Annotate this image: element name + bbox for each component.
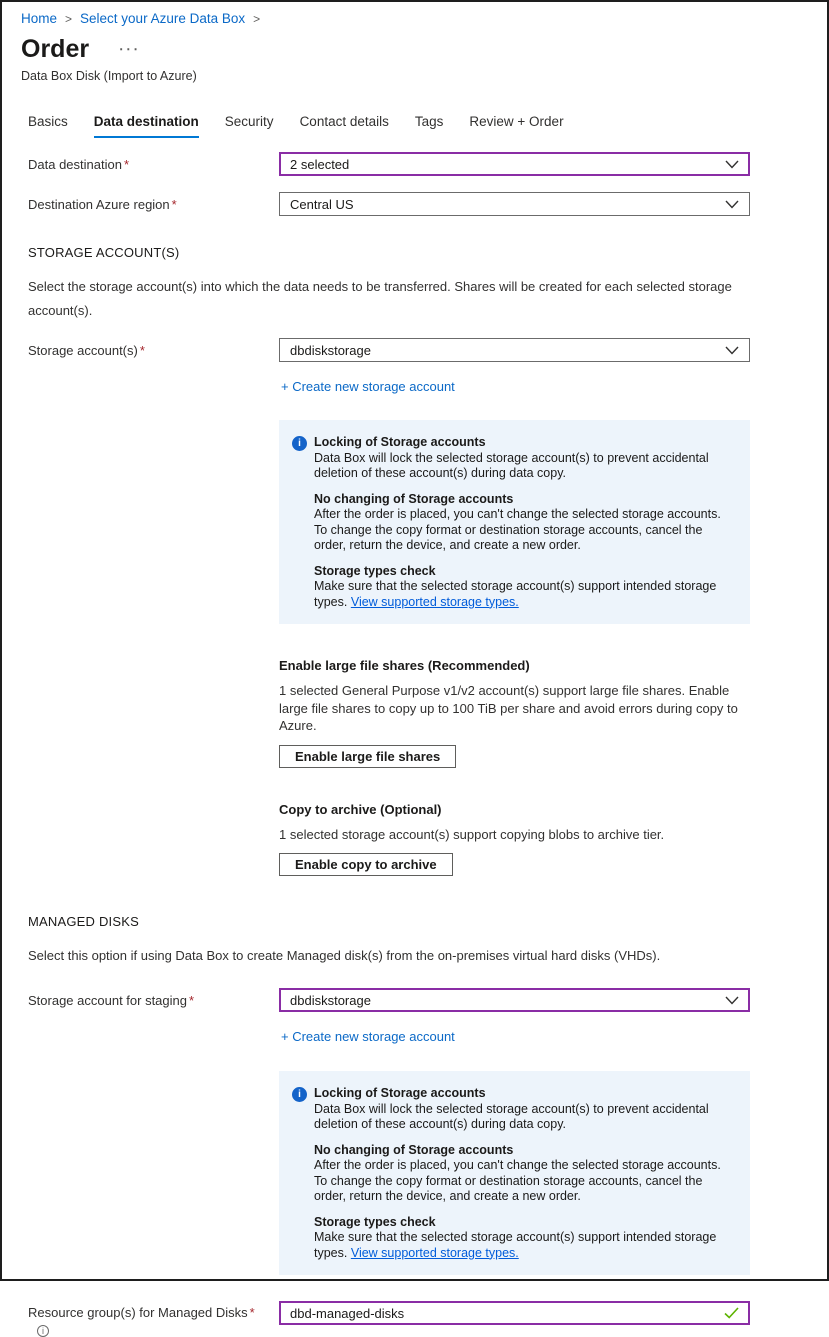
chevron-right-icon: > [253, 12, 261, 26]
storage-account-dropdown[interactable] [279, 338, 750, 362]
data-destination-value: 2 selected [290, 156, 350, 172]
view-supported-storage-types-link[interactable]: View supported storage types. [350, 594, 519, 609]
required-asterisk: * [139, 342, 145, 358]
info-item-storage-types: Storage types check Make sure that the selected storage account(s) support intended storage types. View supported storage types. [314, 1214, 717, 1260]
info-item-no-changing: No changing of Storage accounts After the order is placed, you can't change the selected storage accounts. To change the copy format or destination storage accounts, cancel the order, return the device, and create a new order. [314, 1142, 721, 1203]
region-value: Central US [290, 196, 354, 212]
required-asterisk: * [249, 1305, 255, 1320]
more-menu-icon[interactable]: ⋅ ⋅ ⋅ [119, 41, 139, 57]
copy-to-archive-description: 1 selected storage account(s) support copying blobs to archive tier. [279, 826, 665, 842]
tab-data-destination[interactable]: Data destination [94, 114, 199, 138]
section-description-storage-accounts: Select the storage account(s) into which the data needs to be transferred. Shares will be created for each selected storage account(s). [28, 279, 732, 318]
chevron-down-icon [725, 200, 739, 209]
field-row-resource-group [28, 1301, 827, 1337]
tab-tags[interactable]: Tags [415, 114, 444, 138]
breadcrumb [21, 11, 827, 26]
create-new-storage-account-link[interactable]: + Create new storage account [281, 379, 455, 394]
title-row [21, 36, 827, 63]
resource-group-label: Resource group(s) for Managed Disks * [28, 1305, 255, 1320]
section-title-storage-accounts: STORAGE ACCOUNT(S) [28, 245, 180, 260]
info-item-locking: Locking of Storage accounts Data Box will lock the selected storage account(s) to prevent accidental deletion of these account(s) during data copy. [314, 1086, 709, 1131]
large-file-shares-block [279, 658, 753, 768]
copy-to-archive-block [279, 802, 753, 877]
required-asterisk: * [171, 196, 177, 212]
enable-large-file-shares-button[interactable]: Enable large file shares [279, 745, 456, 768]
tab-review-order[interactable]: Review + Order [469, 114, 563, 138]
chevron-right-icon: > [65, 12, 73, 26]
large-file-shares-description: 1 selected General Purpose v1/v2 account(s) support large file shares. Enable large file shares to copy up to 100 TiB per share and avoid errors during copy to Azure. [279, 683, 738, 733]
data-destination-form [2, 152, 827, 1337]
large-file-shares-heading: Enable large file shares (Recommended) [279, 658, 530, 673]
required-asterisk: * [123, 156, 130, 172]
enable-copy-to-archive-button[interactable]: Enable copy to archive [279, 853, 453, 876]
info-box-managed-disks [279, 1071, 750, 1275]
info-box-content [314, 435, 734, 610]
required-asterisk: * [189, 992, 195, 1008]
staging-account-label: Storage account for staging * [28, 992, 195, 1008]
chevron-down-icon [725, 346, 739, 355]
section-title-managed-disks: MANAGED DISKS [28, 914, 139, 929]
breadcrumb-link-home[interactable]: Home [21, 11, 58, 26]
valid-check-icon [724, 1307, 739, 1319]
field-row-staging-account [28, 988, 827, 1012]
resource-group-input-wrapper [279, 1301, 750, 1325]
staging-account-value: dbdiskstorage [290, 992, 371, 1008]
chevron-down-icon [725, 160, 739, 169]
data-destination-dropdown[interactable] [279, 152, 750, 176]
chevron-down-icon [725, 996, 739, 1005]
info-item-storage-types: Storage types check Make sure that the selected storage account(s) support intended storage types. View supported storage types. [314, 563, 717, 609]
create-new-storage-account-link[interactable]: + Create new storage account [281, 1029, 455, 1044]
view-supported-storage-types-link[interactable]: View supported storage types. [350, 1245, 519, 1260]
region-label: Destination Azure region * [28, 196, 177, 212]
info-circle-icon[interactable] [37, 1325, 49, 1337]
storage-account-value: dbdiskstorage [290, 342, 371, 358]
info-icon [292, 436, 307, 451]
page-subtitle: Data Box Disk (Import to Azure) [21, 69, 197, 83]
page-title: Order [21, 35, 90, 63]
info-icon [292, 1087, 307, 1102]
tab-contact-details[interactable]: Contact details [300, 114, 389, 138]
data-destination-label: Data destination * [28, 156, 130, 172]
field-row-storage-account [28, 338, 827, 362]
field-row-data-destination [28, 152, 827, 176]
storage-account-label: Storage account(s) * [28, 342, 145, 358]
info-item-locking: Locking of Storage accounts Data Box will lock the selected storage account(s) to prevent accidental deletion of these account(s) during data copy. [314, 435, 709, 480]
section-description-managed-disks: Select this option if using Data Box to create Managed disk(s) from the on-premises virtual hard disks (VHDs). [28, 948, 661, 963]
staging-account-dropdown[interactable] [279, 988, 750, 1012]
info-box-storage-accounts [279, 420, 750, 624]
field-row-region [28, 192, 827, 216]
tab-basics[interactable]: Basics [28, 114, 68, 138]
info-box-content [314, 1086, 734, 1261]
tab-bar [28, 114, 827, 138]
info-item-no-changing: No changing of Storage accounts After the order is placed, you can't change the selected storage accounts. To change the copy format or destination storage accounts, cancel the order, return the device, and create a new order. [314, 491, 721, 552]
copy-to-archive-heading: Copy to archive (Optional) [279, 801, 442, 817]
resource-group-label-stack [28, 1301, 279, 1337]
region-dropdown[interactable] [279, 192, 750, 216]
breadcrumb-link-select-data-box[interactable]: Select your Azure Data Box [80, 11, 246, 26]
resource-group-input[interactable] [290, 1306, 716, 1321]
tab-security[interactable]: Security [225, 114, 274, 138]
